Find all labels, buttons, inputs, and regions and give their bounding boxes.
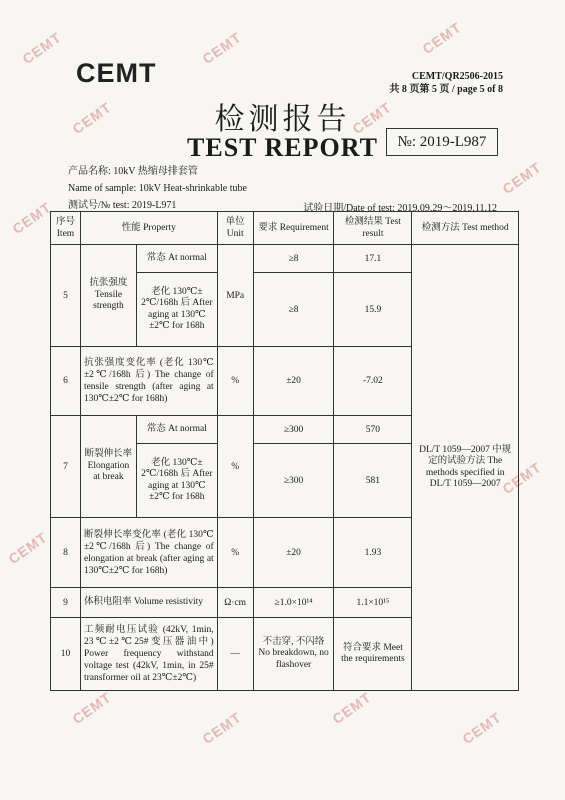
row-unit: % — [217, 347, 253, 416]
watermark: CEMT — [349, 98, 395, 138]
row-requirement: ±20 — [253, 518, 334, 588]
header-property: 性能 Property — [80, 212, 217, 245]
row-requirement: 不击穿, 不闪络 No breakdown, no flashover — [253, 618, 334, 691]
header-requirement: 要求 Requirement — [253, 212, 334, 245]
watermark: CEMT — [69, 688, 115, 728]
report-number-box: №: 2019-L987 — [386, 128, 498, 156]
row-result: 符合要求 Meet the requirements — [334, 618, 412, 691]
row-unit: — — [217, 618, 253, 691]
header-unit: 单位 Unit — [217, 212, 253, 245]
header-result: 检测结果 Test result — [334, 212, 412, 245]
watermark: CEMT — [5, 528, 51, 568]
watermark: CEMT — [419, 18, 465, 58]
row-property: 体积电阻率 Volume resistivity — [80, 588, 217, 618]
watermark: CEMT — [69, 98, 115, 138]
row-item: 10 — [51, 618, 81, 691]
row-condition: 老化 130℃± 2℃/168h 后 After aging at 130℃±2℃ for 168h — [136, 444, 217, 518]
report-title-cn: 检测报告 — [214, 103, 351, 136]
test-number: 测试号/№ test: 2019-L971 — [68, 200, 177, 211]
row-result: 581 — [334, 444, 412, 518]
row-result: 15.9 — [334, 273, 412, 347]
watermark: CEMT — [19, 28, 65, 68]
product-name-cn: 产品名称: 10kV 热缩母排套管 — [68, 166, 198, 177]
row-unit: % — [217, 518, 253, 588]
row-requirement: ≥300 — [253, 444, 334, 518]
row-item: 7 — [51, 416, 81, 518]
row-condition: 常态 At normal — [136, 245, 217, 273]
row-property: 抗张强度 Tensile strength — [80, 245, 136, 347]
watermark: CEMT — [9, 198, 55, 238]
row-condition: 老化 130℃± 2℃/168h 后 After aging at 130℃±2℃ for 168h — [136, 273, 217, 347]
header-method: 检测方法 Test method — [412, 212, 519, 245]
watermark: CEMT — [329, 688, 375, 728]
row-property: 断裂伸长率变化率 (老化 130℃±2℃/168h 后) The change of elongation at break (after aging at 130℃±2℃ for 168h) — [80, 518, 217, 588]
watermark: CEMT — [459, 708, 505, 748]
row-requirement: ±20 — [253, 347, 334, 416]
row-condition: 常态 At normal — [136, 416, 217, 444]
row-unit: Ω·cm — [217, 588, 253, 618]
row-unit: MPa — [217, 245, 253, 347]
row-result: 17.1 — [334, 245, 412, 273]
row-requirement: ≥8 — [253, 245, 334, 273]
row-item: 9 — [51, 588, 81, 618]
row-requirement: ≥1.0×10¹⁴ — [253, 588, 334, 618]
test-method: DL/T 1059—2007 中规定的试验方法 The methods specified in DL/T 1059—2007 — [412, 245, 519, 691]
table-header-row — [51, 212, 519, 245]
row-property: 工频耐电压试验 (42kV, 1min, 23℃±2℃25#变压器油中) Power frequency withstand voltage test (42kV, 1min, in 25# transformer oil at 23℃±2℃) — [80, 618, 217, 691]
watermark: CEMT — [499, 158, 545, 198]
page-info: 共 8 页第 5 页 / page 5 of 8 — [389, 84, 503, 95]
results-table — [50, 211, 519, 691]
report-title-en: TEST REPORT — [187, 133, 378, 162]
row-unit: % — [217, 416, 253, 518]
company-logo: CEMT — [76, 58, 157, 88]
row-result: 570 — [334, 416, 412, 444]
row-property: 断裂伸长率 Elongation at break — [80, 416, 136, 518]
row-property: 抗张强度变化率 (老化 130℃±2℃/168h 后) The change of tensile strength (after aging at 130℃±2℃ for 168h) — [80, 347, 217, 416]
watermark: CEMT — [199, 28, 245, 68]
header-item: 序号 Item — [51, 212, 81, 245]
watermark: CEMT — [199, 708, 245, 748]
row-result: 1.93 — [334, 518, 412, 588]
document-code: CEMT/QR2506-2015 — [411, 71, 503, 82]
test-date: 试验日期/Date of test: 2019.09.29～2019.11.12 — [303, 203, 497, 214]
product-name-en: Name of sample: 10kV Heat-shrinkable tube — [68, 183, 247, 194]
table-row — [51, 245, 519, 273]
row-item: 5 — [51, 245, 81, 347]
row-result: -7.02 — [334, 347, 412, 416]
row-requirement: ≥8 — [253, 273, 334, 347]
row-requirement: ≥300 — [253, 416, 334, 444]
watermark: CEMT — [499, 458, 545, 498]
row-item: 8 — [51, 518, 81, 588]
document-code-block — [389, 70, 503, 96]
row-item: 6 — [51, 347, 81, 416]
row-result: 1.1×10¹⁵ — [334, 588, 412, 618]
